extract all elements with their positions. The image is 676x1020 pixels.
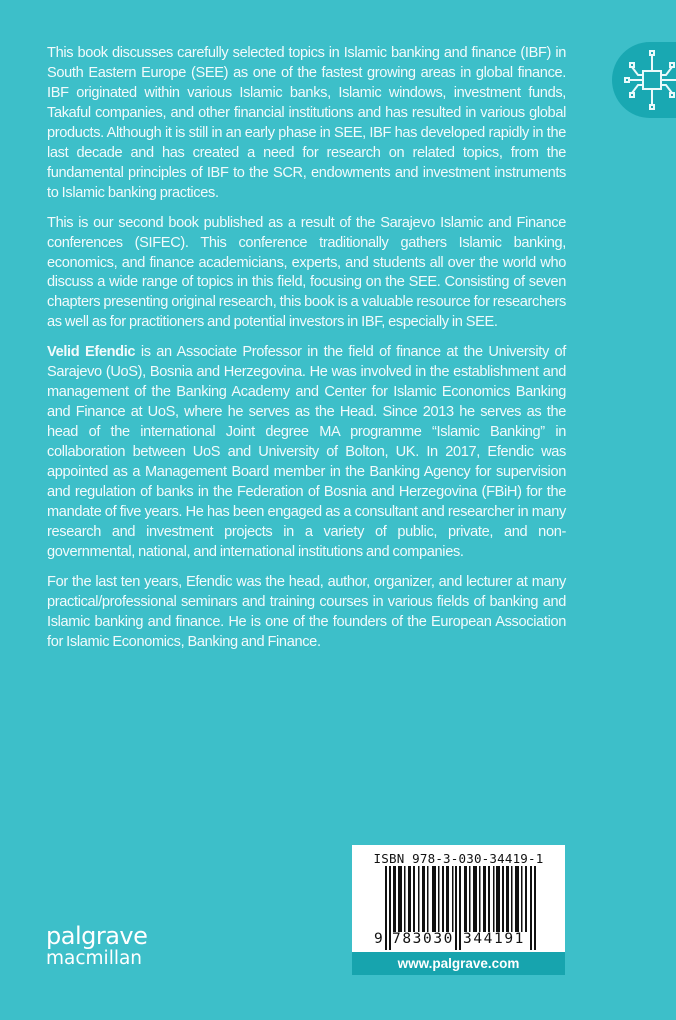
logo-macmillan: macmillan	[46, 948, 143, 969]
author-bio	[47, 343, 566, 562]
blurb-paragraph-2: This is our second book published as a result of the Sarajevo Islamic and Finance conferences (SIFEC). This conference traditionally gathers Islamic banking, economics, and finance academicians, experts, and students all over the world who discuss a wide range of topics in this field, focusing on the SEE. Consisting of seven chapters presenting original research, this book is a valuable resource for researchers as well as for practitioners and potential investors in IBF, especially in SEE.	[47, 214, 566, 331]
barcode-digits-left: 783030	[392, 931, 454, 947]
circuit-chip-icon	[624, 49, 676, 111]
isbn-barcode-box	[352, 845, 565, 952]
logo-palgrave: palgrave	[46, 922, 148, 950]
barcode-digits-right: 344191	[463, 931, 525, 947]
back-cover-text	[47, 44, 566, 663]
publisher-url: www.palgrave.com	[352, 952, 565, 975]
isbn-label: ISBN 978-3-030-34419-1	[373, 851, 544, 866]
series-badge	[612, 42, 676, 118]
author-bio-text: is an Associate Professor in the field of finance at the University of Sarajevo (UoS), Bosnia and Herzegovina. He was involved in the establishment and management of the Banking Academy and Center for Islamic Economics Banking and Finance at UoS, where he serves as the Head. Since 2013 he serves as the head of the international Joint degree MA programme “Islamic Banking” in collaboration between UoS and University of Bolton, UK. In 2017, Efendic was appointed as a Management Board member in the Banking Agency for supervision and regulation of banks in the Federation of Bosnia and Herzegovina (FBiH) for the mandate of five years. He has been engaged as a consultant and researcher in many research and investment projects in a variety of public, private, and non-governmental, national, and international institutions and companies.	[47, 344, 566, 560]
author-name: Velid Efendic	[47, 344, 136, 361]
publisher-logo	[46, 924, 147, 970]
blurb-paragraph-1: This book discusses carefully selected topics in Islamic banking and finance (IBF) in South Eastern Europe (SEE) as one of the fastest growing areas in global finance. IBF originated within various Islamic banks, Islamic windows, investment funds, Takaful companies, and other financial institutions and has resulted in various global products. Although it is still in an early phase in SEE, IBF has developed rapidly in the last decade and has created a need for research on related topics, from the fundamental principles of IBF to the SCR, endowments and investment instruments to Islamic banking practices.	[47, 45, 566, 201]
author-bio-2: For the last ten years, Efendic was the head, author, organizer, and lecturer at many practical/professional seminars and training courses in various fields of banking and Islamic banking and finance. He is one of the founders of the European Association for Islamic Economics, Banking and Finance.	[47, 573, 566, 650]
barcode-digit-lead: 9	[374, 931, 383, 947]
